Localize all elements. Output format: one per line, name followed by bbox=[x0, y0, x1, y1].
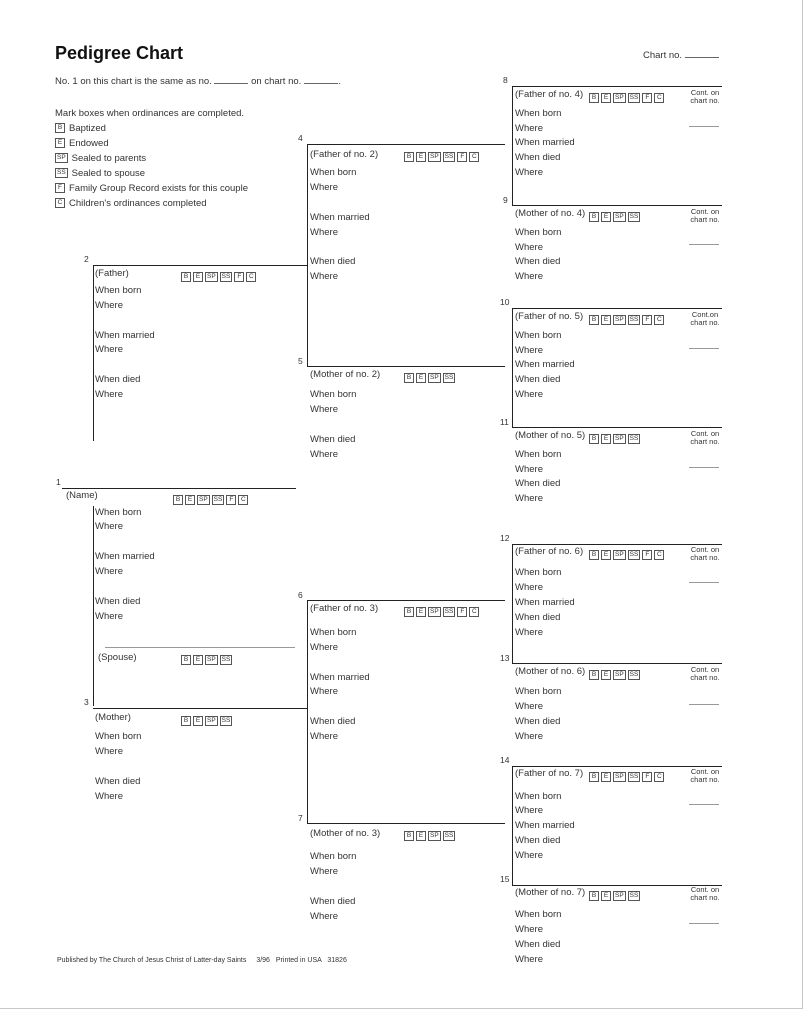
ordinance-box-sp[interactable]: SP bbox=[430, 607, 439, 615]
person-10-cont-blank[interactable] bbox=[689, 348, 719, 349]
bracket-person-2 bbox=[93, 265, 94, 441]
where-label: Where bbox=[95, 791, 123, 802]
line-person-8 bbox=[512, 86, 722, 87]
when-married-label: When married bbox=[515, 597, 575, 608]
ordinance-box-b[interactable]: B bbox=[404, 831, 414, 841]
where-label: Where bbox=[95, 746, 123, 757]
ordinance-box-sp[interactable]: SP bbox=[430, 831, 439, 839]
ordinance-box-sp[interactable]: SP bbox=[207, 716, 216, 724]
person-8-number: 8 bbox=[503, 75, 508, 85]
person-12-cont-blank[interactable] bbox=[689, 582, 719, 583]
where-label: Where bbox=[515, 701, 543, 712]
legend-item-sealed-spouse bbox=[55, 168, 145, 179]
legend-intro: Mark boxes when ordinances are completed. bbox=[55, 108, 245, 119]
bracket-persons-10-11 bbox=[512, 308, 513, 428]
ordinance-box-ss[interactable]: SS bbox=[629, 212, 639, 220]
person-5-name[interactable]: (Mother of no. 2) bbox=[310, 369, 381, 380]
footer bbox=[57, 957, 347, 964]
legend-box-f: F bbox=[55, 183, 65, 193]
legend-item-childrens-ordinances bbox=[55, 198, 207, 209]
when-died-label: When died bbox=[310, 896, 356, 907]
ordinance-box-b[interactable]: B bbox=[181, 716, 191, 726]
ordinance-box-sp[interactable]: SP bbox=[615, 550, 624, 558]
ordinance-box-e[interactable]: E bbox=[416, 152, 426, 162]
when-born-label: When born bbox=[515, 449, 562, 460]
legend-item-family-group bbox=[55, 183, 248, 194]
ordinance-box-ss[interactable]: SS bbox=[221, 716, 231, 724]
person-13-continuation bbox=[685, 666, 725, 682]
when-married-label: When married bbox=[95, 551, 155, 562]
where-label: Where bbox=[310, 731, 338, 742]
person-7-number: 7 bbox=[298, 813, 303, 823]
ordinance-box-sp[interactable]: SP bbox=[430, 152, 439, 160]
ordinance-box-b[interactable]: B bbox=[181, 655, 191, 665]
person-4-number: 4 bbox=[298, 133, 303, 143]
ordinance-box-sp[interactable]: SP bbox=[615, 670, 624, 678]
person-13-number: 13 bbox=[500, 653, 510, 663]
bracket-persons-4-5 bbox=[307, 144, 308, 367]
ordinance-box-b[interactable]: B bbox=[181, 272, 191, 282]
person-11-name[interactable]: (Mother of no. 5) bbox=[515, 430, 586, 441]
ordinance-box-ss[interactable]: SS bbox=[629, 772, 639, 780]
ordinance-box-ss[interactable]: SS bbox=[221, 272, 231, 280]
ordinance-box-e[interactable]: E bbox=[185, 495, 195, 505]
cont-on-label: Cont. on bbox=[690, 545, 720, 554]
person-8-name[interactable]: (Father of no. 4) bbox=[515, 89, 584, 100]
ordinance-box-ss[interactable]: SS bbox=[221, 655, 231, 663]
where-label: Where bbox=[515, 924, 543, 935]
where-label: Where bbox=[310, 182, 338, 193]
ordinance-box-f[interactable]: F bbox=[642, 772, 652, 782]
spouse-name[interactable]: (Spouse) bbox=[98, 652, 137, 663]
where-label: Where bbox=[310, 271, 338, 282]
where-label: Where bbox=[95, 521, 123, 532]
when-married-label: When married bbox=[310, 212, 370, 223]
person-1-number: 1 bbox=[56, 477, 61, 487]
ordinance-box-f[interactable]: F bbox=[226, 495, 236, 505]
ordinance-box-e[interactable]: E bbox=[601, 550, 611, 560]
when-born-label: When born bbox=[310, 167, 357, 178]
line-person-3 bbox=[93, 708, 308, 709]
when-born-label: When born bbox=[515, 909, 562, 920]
ordinance-box-b[interactable]: B bbox=[589, 212, 599, 222]
where-label: Where bbox=[310, 866, 338, 877]
ordinance-box-b[interactable]: B bbox=[589, 891, 599, 901]
person-11-cont-blank[interactable] bbox=[689, 467, 719, 468]
when-died-label: When died bbox=[515, 939, 561, 950]
ordinance-box-e[interactable]: E bbox=[416, 831, 426, 841]
ordinance-box-b[interactable]: B bbox=[404, 373, 414, 383]
bracket-persons-6-7 bbox=[307, 600, 308, 824]
spouse-ordinance-boxes bbox=[181, 651, 234, 669]
where-label: Where bbox=[95, 611, 123, 622]
ordinance-box-sp[interactable]: SP bbox=[615, 93, 624, 101]
person-10-ordinance-boxes bbox=[589, 311, 666, 329]
person-15-name[interactable]: (Mother of no. 7) bbox=[515, 887, 586, 898]
person-8-cont-blank[interactable] bbox=[689, 126, 719, 127]
person-9-continuation bbox=[685, 208, 725, 224]
person-14-continuation bbox=[685, 768, 725, 784]
chart-number-label: Chart no. bbox=[643, 50, 683, 61]
where-label: Where bbox=[515, 345, 543, 356]
when-died-label: When died bbox=[310, 716, 356, 727]
line-person-11 bbox=[512, 427, 722, 428]
ordinance-box-sp[interactable]: SP bbox=[199, 495, 208, 503]
ordinance-box-c[interactable]: C bbox=[238, 495, 248, 505]
ordinance-box-b[interactable]: B bbox=[589, 550, 599, 560]
person-14-number: 14 bbox=[500, 755, 510, 765]
where-label: Where bbox=[310, 911, 338, 922]
legend-box-ss: SS bbox=[57, 169, 66, 177]
when-married-label: When married bbox=[95, 330, 155, 341]
line-spouse bbox=[105, 647, 295, 648]
legend-label: Children's ordinances completed bbox=[69, 198, 207, 209]
footer-publisher: Published by The Church of Jesus Christ of Latter-day Saints bbox=[57, 957, 247, 964]
ordinance-box-ss[interactable]: SS bbox=[629, 93, 639, 101]
where-label: Where bbox=[515, 805, 543, 816]
ordinance-box-e[interactable]: E bbox=[601, 212, 611, 222]
person-11-continuation bbox=[685, 430, 725, 446]
line-person-5 bbox=[307, 366, 505, 367]
ordinance-box-c[interactable]: C bbox=[469, 152, 479, 162]
ordinance-box-c[interactable]: C bbox=[654, 550, 664, 560]
when-born-label: When born bbox=[310, 389, 357, 400]
person-4-name[interactable]: (Father of no. 2) bbox=[310, 149, 379, 160]
person-6-number: 6 bbox=[298, 590, 303, 600]
ordinance-box-e[interactable]: E bbox=[601, 93, 611, 103]
when-born-label: When born bbox=[515, 108, 562, 119]
where-label: Where bbox=[310, 449, 338, 460]
ordinance-box-c[interactable]: C bbox=[654, 772, 664, 782]
where-label: Where bbox=[310, 227, 338, 238]
ordinance-box-e[interactable]: E bbox=[193, 272, 203, 282]
ordinance-box-c[interactable]: C bbox=[654, 93, 664, 103]
when-died-label: When died bbox=[515, 835, 561, 846]
cont-on-label: Cont. on bbox=[690, 767, 720, 776]
person-10-number: 10 bbox=[500, 297, 510, 307]
person-12-name[interactable]: (Father of no. 6) bbox=[515, 546, 584, 557]
ordinance-box-e[interactable]: E bbox=[416, 373, 426, 383]
same-as-chart-blank[interactable] bbox=[304, 75, 338, 84]
person-3-number: 3 bbox=[84, 697, 89, 707]
ordinance-box-b[interactable]: B bbox=[589, 93, 599, 103]
person-15-cont-blank[interactable] bbox=[689, 923, 719, 924]
ordinance-box-b[interactable]: B bbox=[589, 434, 599, 444]
where-label: Where bbox=[515, 271, 543, 282]
when-married-label: When married bbox=[310, 672, 370, 683]
where-label: Where bbox=[515, 731, 543, 742]
ordinance-box-f[interactable]: F bbox=[642, 550, 652, 560]
ordinance-box-b[interactable]: B bbox=[173, 495, 183, 505]
ordinance-box-sp[interactable]: SP bbox=[207, 272, 216, 280]
person-11-ordinance-boxes bbox=[589, 430, 642, 448]
person-14-ordinance-boxes bbox=[589, 768, 666, 786]
bracket-persons-14-15 bbox=[512, 766, 513, 886]
when-born-label: When born bbox=[95, 731, 142, 742]
where-label: Where bbox=[515, 242, 543, 253]
line-person-6 bbox=[307, 600, 505, 601]
bracket-person-1 bbox=[93, 506, 94, 706]
legend-item-sealed-parents bbox=[55, 153, 146, 164]
cont-on-label: Cont. on bbox=[690, 885, 720, 894]
legend-label: Endowed bbox=[69, 138, 109, 149]
where-label: Where bbox=[515, 850, 543, 861]
when-died-label: When died bbox=[310, 434, 356, 445]
chart-no-label: chart no. bbox=[690, 437, 720, 446]
person-12-number: 12 bbox=[500, 533, 510, 543]
page-title: Pedigree Chart bbox=[55, 43, 184, 63]
cont-on-label: Cont.on bbox=[691, 310, 719, 319]
person-15-ordinance-boxes bbox=[589, 887, 642, 905]
chart-no-label: chart no. bbox=[690, 893, 720, 902]
ordinance-box-e[interactable]: E bbox=[601, 670, 611, 680]
chart-no-label: chart no. bbox=[690, 673, 720, 682]
where-label: Where bbox=[95, 566, 123, 577]
ordinance-box-b[interactable]: B bbox=[404, 607, 414, 617]
where-label: Where bbox=[515, 954, 543, 965]
bracket-persons-12-13 bbox=[512, 544, 513, 664]
legend-item-baptized bbox=[55, 123, 106, 134]
cont-on-label: Cont. on bbox=[690, 429, 720, 438]
ordinance-box-e[interactable]: E bbox=[193, 716, 203, 726]
ordinance-box-b[interactable]: B bbox=[589, 670, 599, 680]
ordinance-box-f[interactable]: F bbox=[642, 93, 652, 103]
line-person-7 bbox=[307, 823, 505, 824]
when-born-label: When born bbox=[515, 791, 562, 802]
ordinance-box-ss[interactable]: SS bbox=[629, 315, 639, 323]
person-6-ordinance-boxes bbox=[404, 603, 481, 621]
ordinance-box-f[interactable]: F bbox=[642, 315, 652, 325]
cont-on-label: Cont. on bbox=[690, 665, 720, 674]
when-died-label: When died bbox=[515, 478, 561, 489]
line-person-1 bbox=[62, 488, 296, 489]
ordinance-box-e[interactable]: E bbox=[193, 655, 203, 665]
person-3-ordinance-boxes bbox=[181, 712, 234, 730]
where-label: Where bbox=[515, 493, 543, 504]
person-12-ordinance-boxes bbox=[589, 546, 666, 564]
where-label: Where bbox=[310, 404, 338, 415]
ordinance-box-ss[interactable]: SS bbox=[213, 495, 223, 503]
person-15-continuation bbox=[685, 886, 725, 902]
ordinance-box-ss[interactable]: SS bbox=[444, 373, 454, 381]
line-person-4 bbox=[307, 144, 505, 145]
line-person-10 bbox=[512, 308, 722, 309]
ordinance-box-sp[interactable]: SP bbox=[615, 212, 624, 220]
legend-box-sp: SP bbox=[57, 154, 66, 162]
where-label: Where bbox=[310, 642, 338, 653]
ordinance-box-sp[interactable]: SP bbox=[615, 891, 624, 899]
person-7-name[interactable]: (Mother of no. 3) bbox=[310, 828, 381, 839]
where-label: Where bbox=[515, 582, 543, 593]
ordinance-box-c[interactable]: C bbox=[469, 607, 479, 617]
when-died-label: When died bbox=[515, 256, 561, 267]
person-9-name[interactable]: (Mother of no. 4) bbox=[515, 208, 586, 219]
line-person-9 bbox=[512, 205, 722, 206]
ordinance-box-sp[interactable]: SP bbox=[615, 772, 624, 780]
person-5-number: 5 bbox=[298, 356, 303, 366]
person-3-name[interactable]: (Mother) bbox=[95, 712, 131, 723]
ordinance-box-c[interactable]: C bbox=[654, 315, 664, 325]
legend-label: Sealed to spouse bbox=[71, 168, 146, 179]
when-died-label: When died bbox=[310, 256, 356, 267]
chart-no-label: chart no. bbox=[690, 96, 720, 105]
footer-printed: Printed in USA bbox=[275, 957, 322, 964]
when-born-label: When born bbox=[515, 567, 562, 578]
when-died-label: When died bbox=[515, 152, 561, 163]
person-9-number: 9 bbox=[503, 195, 508, 205]
ordinance-box-b[interactable]: B bbox=[589, 772, 599, 782]
when-born-label: When born bbox=[310, 627, 357, 638]
ordinance-box-e[interactable]: E bbox=[601, 772, 611, 782]
person-13-ordinance-boxes bbox=[589, 666, 642, 684]
person-12-continuation bbox=[685, 546, 725, 562]
person-9-cont-blank[interactable] bbox=[689, 244, 719, 245]
when-born-label: When born bbox=[95, 507, 142, 518]
where-label: Where bbox=[515, 627, 543, 638]
person-10-continuation bbox=[685, 311, 725, 327]
ordinance-box-e[interactable]: E bbox=[601, 891, 611, 901]
cont-on-label: Cont. on bbox=[690, 207, 720, 216]
same-as-line bbox=[55, 75, 341, 87]
ordinance-box-sp[interactable]: SP bbox=[615, 434, 624, 442]
person-2-number: 2 bbox=[84, 254, 89, 264]
footer-code: 31826 bbox=[327, 957, 347, 964]
ordinance-box-sp[interactable]: SP bbox=[615, 315, 624, 323]
when-died-label: When died bbox=[95, 374, 141, 385]
ordinance-box-ss[interactable]: SS bbox=[629, 891, 639, 899]
ordinance-box-b[interactable]: B bbox=[589, 315, 599, 325]
chart-number-field[interactable] bbox=[643, 49, 719, 61]
ordinance-box-ss[interactable]: SS bbox=[444, 152, 454, 160]
person-5-ordinance-boxes bbox=[404, 369, 457, 387]
person-4-ordinance-boxes bbox=[404, 148, 481, 166]
chart-no-label: chart no. bbox=[690, 215, 720, 224]
where-label: Where bbox=[310, 686, 338, 697]
bracket-persons-8-9 bbox=[512, 86, 513, 206]
person-9-ordinance-boxes bbox=[589, 208, 642, 226]
when-born-label: When born bbox=[95, 285, 142, 296]
person-10-name[interactable]: (Father of no. 5) bbox=[515, 311, 584, 322]
person-1-ordinance-boxes bbox=[173, 491, 250, 509]
when-married-label: When married bbox=[515, 137, 575, 148]
where-label: Where bbox=[515, 123, 543, 134]
line-person-13 bbox=[512, 663, 722, 664]
ordinance-box-b[interactable]: B bbox=[404, 152, 414, 162]
where-label: Where bbox=[515, 464, 543, 475]
person-6-name[interactable]: (Father of no. 3) bbox=[310, 603, 379, 614]
cont-on-label: Cont. on bbox=[690, 88, 720, 97]
when-married-label: When married bbox=[515, 820, 575, 831]
when-born-label: When born bbox=[515, 686, 562, 697]
person-15-number: 15 bbox=[500, 874, 510, 884]
when-married-label: When married bbox=[515, 359, 575, 370]
ordinance-box-ss[interactable]: SS bbox=[444, 831, 454, 839]
footer-date: 3/96 bbox=[256, 957, 270, 964]
ordinance-box-ss[interactable]: SS bbox=[629, 550, 639, 558]
where-label: Where bbox=[515, 389, 543, 400]
legend-label: Baptized bbox=[69, 123, 106, 134]
same-as-mid: on chart no. bbox=[251, 76, 302, 87]
when-died-label: When died bbox=[515, 716, 561, 727]
when-died-label: When died bbox=[95, 776, 141, 787]
legend-item-endowed bbox=[55, 138, 109, 149]
where-label: Where bbox=[95, 389, 123, 400]
ordinance-box-sp[interactable]: SP bbox=[430, 373, 439, 381]
person-7-ordinance-boxes bbox=[404, 827, 457, 845]
ordinance-box-c[interactable]: C bbox=[246, 272, 256, 282]
same-as-suffix: . bbox=[337, 76, 341, 87]
ordinance-box-e[interactable]: E bbox=[601, 434, 611, 444]
ordinance-box-f[interactable]: F bbox=[457, 152, 467, 162]
person-13-name[interactable]: (Mother of no. 6) bbox=[515, 666, 586, 677]
ordinance-box-sp[interactable]: SP bbox=[207, 655, 216, 663]
ordinance-box-ss[interactable]: SS bbox=[629, 670, 639, 678]
chart-no-label: chart no. bbox=[690, 775, 720, 784]
person-8-ordinance-boxes bbox=[589, 89, 666, 107]
ordinance-box-e[interactable]: E bbox=[601, 315, 611, 325]
person-8-continuation bbox=[685, 89, 725, 105]
chart-no-label: chart no. bbox=[690, 553, 720, 562]
chart-number-blank[interactable] bbox=[685, 49, 719, 58]
ordinance-box-ss[interactable]: SS bbox=[629, 434, 639, 442]
line-person-2 bbox=[93, 265, 308, 266]
ordinance-box-ss[interactable]: SS bbox=[444, 607, 454, 615]
where-label: Where bbox=[95, 300, 123, 311]
legend-box-e: E bbox=[55, 138, 65, 148]
same-as-no-blank[interactable] bbox=[214, 75, 248, 84]
where-label: Where bbox=[515, 167, 543, 178]
where-label: Where bbox=[95, 344, 123, 355]
ordinance-box-f[interactable]: F bbox=[457, 607, 467, 617]
when-born-label: When born bbox=[515, 330, 562, 341]
person-13-cont-blank[interactable] bbox=[689, 704, 719, 705]
person-14-name[interactable]: (Father of no. 7) bbox=[515, 768, 584, 779]
chart-no-label: chart no. bbox=[690, 318, 720, 327]
when-born-label: When born bbox=[310, 851, 357, 862]
when-died-label: When died bbox=[515, 612, 561, 623]
person-1-name[interactable]: (Name) bbox=[66, 490, 98, 501]
ordinance-box-f[interactable]: F bbox=[234, 272, 244, 282]
same-as-prefix: No. 1 on this chart is the same as no. bbox=[55, 76, 212, 87]
legend-box-b: B bbox=[55, 123, 65, 133]
legend-label: Sealed to parents bbox=[71, 153, 147, 164]
ordinance-box-e[interactable]: E bbox=[416, 607, 426, 617]
person-11-number: 11 bbox=[500, 417, 509, 427]
when-died-label: When died bbox=[95, 596, 141, 607]
legend-label: Family Group Record exists for this couple bbox=[69, 183, 248, 194]
person-14-cont-blank[interactable] bbox=[689, 804, 719, 805]
person-2-name[interactable]: (Father) bbox=[95, 268, 129, 279]
when-died-label: When died bbox=[515, 374, 561, 385]
person-2-ordinance-boxes bbox=[181, 268, 258, 286]
when-born-label: When born bbox=[515, 227, 562, 238]
legend-box-c: C bbox=[55, 198, 65, 208]
